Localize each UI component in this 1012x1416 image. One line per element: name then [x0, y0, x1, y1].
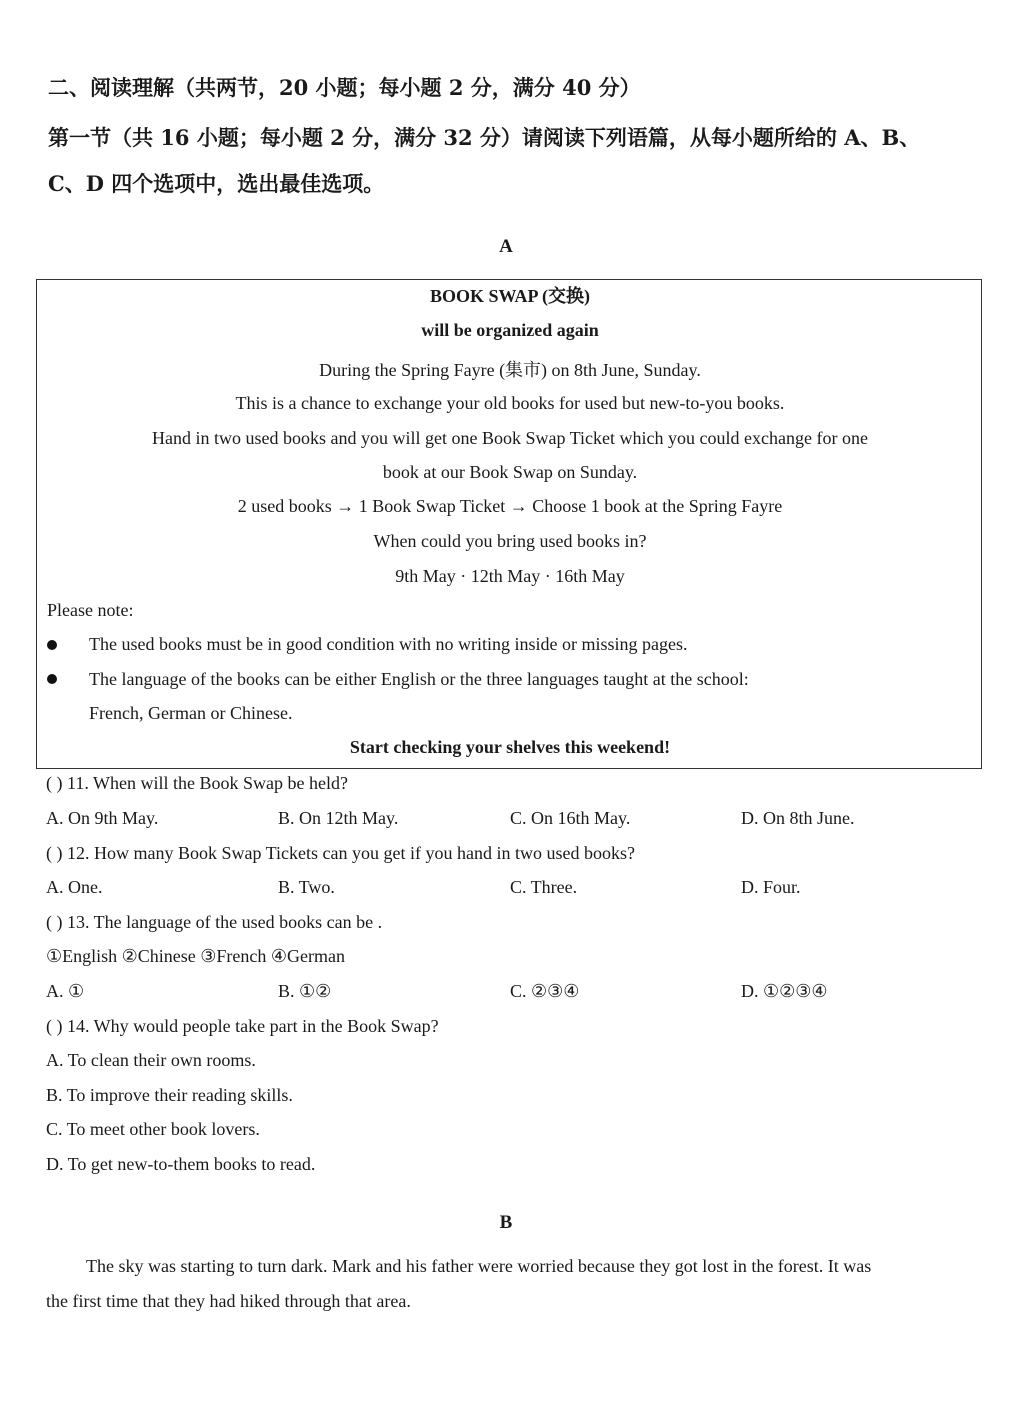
- option-d: D. ①②③④: [741, 981, 828, 1001]
- section-instruction-line2: C、D 四个选项中，选出最佳选项。: [48, 171, 385, 196]
- option-a: A. On 9th May.: [46, 808, 159, 828]
- option-a: A. One.: [46, 877, 103, 897]
- notice-line: This is a chance to exchange your old books for used but new-to-you books.: [235, 393, 785, 413]
- option-a: A. ①: [46, 981, 85, 1001]
- option-c: C. To meet other book lovers.: [46, 1119, 260, 1139]
- notice-line: Hand in two used books and you will get one Book Swap Ticket which you could exchange for one: [152, 428, 868, 448]
- note-item: The language of the books can be either English or the three languages taught at the school:: [89, 669, 749, 689]
- notice-line: book at our Book Swap on Sunday.: [382, 462, 638, 482]
- question-stem: ( ) 13. The language of the used books can be .: [46, 912, 383, 932]
- notice-line: During the Spring Fayre (集市) on 8th June, Sunday.: [319, 360, 701, 380]
- note-item-continuation: French, German or Chinese.: [89, 703, 293, 723]
- bullet-icon: [47, 640, 57, 650]
- section-instruction-line1: 第一节（共 16 小题；每小题 2 分，满分 32 分）请阅读下列语篇，从每小题所给的 A、B、: [48, 125, 921, 150]
- notice-closing: Start checking your shelves this weekend!: [349, 737, 671, 757]
- passage-b-label: B: [499, 1212, 513, 1233]
- option-b: B. On 12th May.: [278, 808, 399, 828]
- part-heading: 二、阅读理解（共两节，20 小题；每小题 2 分，满分 40 分）: [48, 75, 641, 100]
- option-c: C. Three.: [510, 877, 578, 897]
- choices-line: ①English ②Chinese ③French ④German: [46, 946, 345, 966]
- notice-line: 2 used books → 1 Book Swap Ticket → Choose 1 book at the Spring Fayre: [237, 496, 783, 516]
- note-item: The used books must be in good condition with no writing inside or missing pages.: [89, 634, 688, 654]
- question-stem: ( ) 12. How many Book Swap Tickets can you get if you hand in two used books?: [46, 843, 635, 863]
- notice-title: BOOK SWAP (交换): [429, 286, 590, 306]
- option-d: D. To get new-to-them books to read.: [46, 1154, 316, 1174]
- note-label: Please note:: [47, 600, 134, 620]
- option-b: B. ①②: [278, 981, 332, 1001]
- option-b: B. To improve their reading skills.: [46, 1085, 293, 1105]
- passage-b-line1: The sky was starting to turn dark. Mark and his father were worried because they got lost in the forest. It was: [86, 1256, 872, 1276]
- notice-subtitle: will be organized again: [421, 320, 599, 340]
- passage-a-label: A: [499, 236, 513, 257]
- book-swap-notice: [36, 279, 982, 769]
- question-stem: ( ) 14. Why would people take part in the Book Swap?: [46, 1016, 439, 1036]
- notice-dates: 9th May · 12th May · 16th May: [395, 566, 625, 586]
- option-d: D. Four.: [741, 877, 801, 897]
- option-b: B. Two.: [278, 877, 335, 897]
- question-stem: ( ) 11. When will the Book Swap be held?: [46, 773, 348, 793]
- option-c: C. On 16th May.: [510, 808, 631, 828]
- option-c: C. ②③④: [510, 981, 580, 1001]
- bullet-icon: [47, 674, 57, 684]
- notice-line: When could you bring used books in?: [373, 531, 647, 551]
- option-d: D. On 8th June.: [741, 808, 855, 828]
- option-a: A. To clean their own rooms.: [46, 1050, 256, 1070]
- passage-b-line2: the first time that they had hiked through that area.: [46, 1291, 411, 1311]
